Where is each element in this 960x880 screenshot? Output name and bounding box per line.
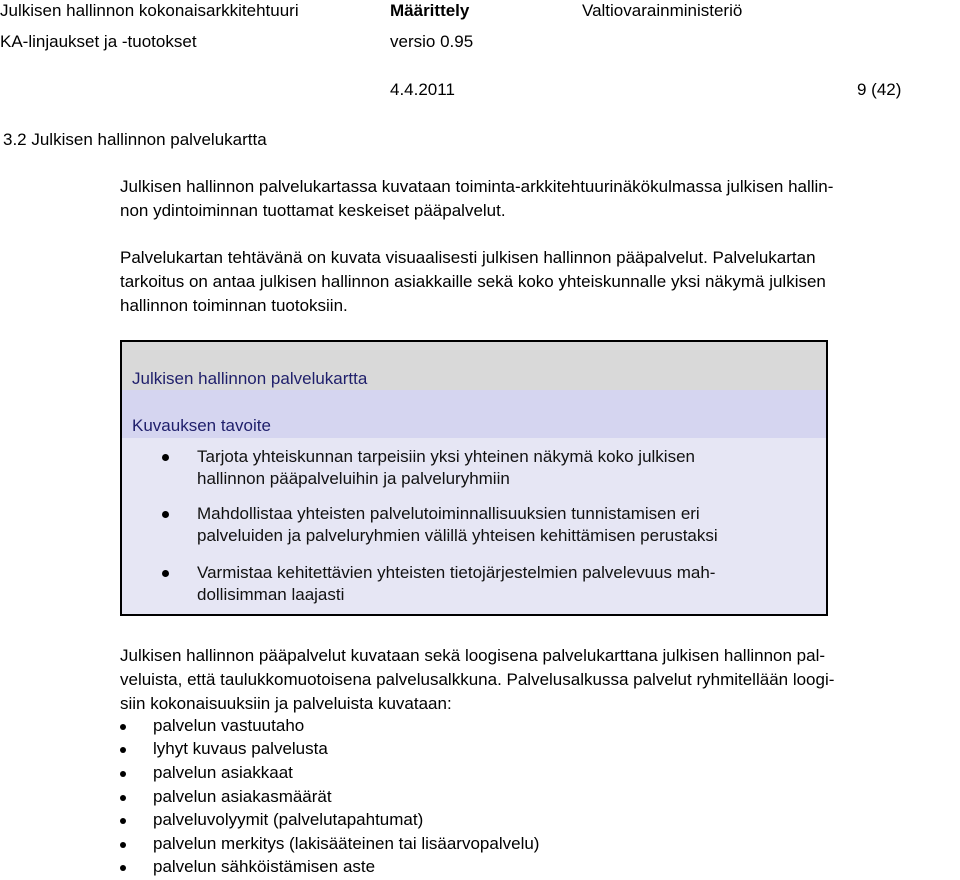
goal-text	[197, 503, 718, 547]
paragraph-line: veluista, että taulukkomuotoisena palvelusalkkuna. Palvelusalkussa palvelut ryhmitellään loogi-	[120, 670, 835, 689]
header-organization: Valtiovarainministeriö	[582, 1, 743, 20]
header-version: versio 0.95	[390, 32, 474, 51]
goal-item	[122, 446, 826, 490]
paragraph-line: Julkisen hallinnon palvelukartassa kuvataan toiminta-arkkitehtuurinäkökulmassa julkisen hallin-	[120, 177, 834, 196]
list-item-text: palvelun merkitys (lakisääteinen tai lisäarvopalvelu)	[153, 834, 540, 853]
bullet-icon	[120, 795, 126, 801]
header-page-number: 9 (42)	[857, 80, 902, 99]
goal-line: hallinnon pääpalveluihin ja palveluryhmiin	[197, 469, 510, 488]
paragraph-line: hallinnon toiminnan tuotoksiin.	[120, 296, 348, 315]
header-doc-title: Julkisen hallinnon kokonaisarkkitehtuuri	[0, 1, 299, 20]
bullet-icon	[162, 511, 169, 518]
paragraph-portfolio	[120, 644, 834, 716]
list-item-text: palvelun vastuutaho	[153, 716, 305, 735]
header-date: 4.4.2011	[390, 80, 455, 99]
paragraph-line: tarkoitus on antaa julkisen hallinnon asiakkaille sekä koko yhteiskunnalle yksi näkymä julkisen	[120, 272, 826, 291]
goal-text	[197, 446, 695, 490]
paragraph-line: Julkisen hallinnon pääpalvelut kuvataan sekä loogisena palvelukarttana julkisen hallinnon pal-	[120, 646, 826, 665]
goal-text	[197, 562, 715, 606]
goal-item	[122, 562, 826, 606]
paragraph-line: Palvelukartan tehtävänä on kuvata visuaalisesti julkisen hallinnon pääpalvelut. Palvelukartan	[120, 248, 816, 267]
bullet-icon	[162, 570, 169, 577]
paragraph-line: non ydintoiminnan tuottamat keskeiset pääpalvelut.	[120, 201, 506, 220]
service-map-box	[120, 340, 828, 616]
bullet-icon	[120, 865, 126, 871]
box-title: Julkisen hallinnon palvelukartta	[122, 342, 826, 390]
goal-line: Tarjota yhteiskunnan tarpeisiin yksi yhteinen näkymä koko julkisen	[197, 447, 695, 466]
box-subtitle: Kuvauksen tavoite	[122, 390, 826, 438]
goal-line: palveluiden ja palveluryhmien välillä yhteisen kehittämisen perustaksi	[197, 526, 718, 545]
bullet-icon	[162, 454, 169, 461]
list-item-text: palvelun sähköistämisen aste	[153, 857, 376, 876]
bullet-icon	[120, 842, 126, 848]
list-item-text: palvelun asiakkaat	[153, 763, 293, 782]
goal-line: dollisimman laajasti	[197, 585, 345, 604]
goal-line: Mahdollistaa yhteisten palvelutoiminnallisuuksien tunnistamisen eri	[197, 504, 700, 523]
paragraph-purpose	[120, 246, 826, 318]
bullet-icon	[120, 771, 126, 777]
header-subtitle: KA-linjaukset ja -tuotokset	[0, 32, 197, 51]
list-item-text: lyhyt kuvaus palvelusta	[153, 739, 328, 758]
section-heading: 3.2 Julkisen hallinnon palvelukartta	[3, 130, 267, 149]
paragraph-intro	[120, 175, 833, 223]
bullet-icon	[120, 747, 126, 753]
header-doc-type: Määrittely	[390, 1, 470, 20]
goal-item	[122, 503, 826, 547]
bullet-icon	[120, 818, 126, 824]
bullet-icon	[120, 724, 126, 730]
list-item-text: palvelun asiakasmäärät	[153, 787, 332, 806]
paragraph-line: siin kokonaisuuksiin ja palveluista kuvataan:	[120, 694, 452, 713]
list-item-text: palveluvolyymit (palvelutapahtumat)	[153, 810, 424, 829]
goal-line: Varmistaa kehitettävien yhteisten tietojärjestelmien palvelevuus mah-	[197, 563, 716, 582]
